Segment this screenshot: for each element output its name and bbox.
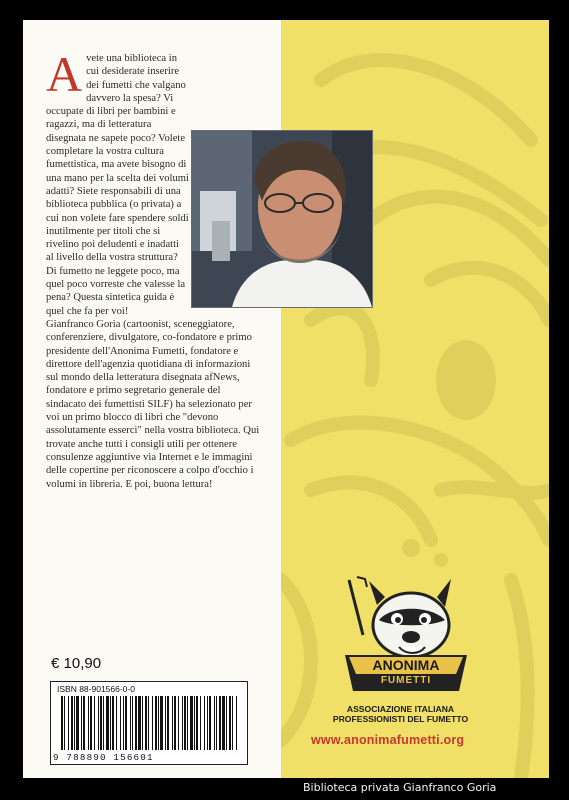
price-label: € 10,90 xyxy=(51,655,102,672)
association-name: ASSOCIAZIONE ITALIANA PROFESSIONISTI DEL FUMETTO xyxy=(332,704,469,724)
book-back-cover xyxy=(23,20,549,778)
logo-title: ANONIMA xyxy=(372,657,440,673)
website-url[interactable]: www.anonimafumetti.org xyxy=(311,733,465,747)
intro-paragraph: vete una biblioteca in cui desiderate inserire dei fumetti che valgano davvero la spesa? Vi occupate di libri per bambini e ragazzi, ma di letteratura disegnata ne sapete poco? Volete completare la vostra cultura fumettistica, ma avete bisogno di una mano per la scelta dei volumi adatti? Siete responsabili di una biblioteca pubblica (o privata) a cui non volete fare spendere soldi inutilmente per titoli che si rivelino poi deludenti e inadatti al livello della vostra struttura? Di fumetto ne leggete poco, ma quel poco vorreste che valesse la pena? Questa sintetica guida è quel che fa per voi! xyxy=(46,53,189,317)
barcode-bars xyxy=(59,696,245,750)
library-caption: Biblioteca privata Gianfranco Goria xyxy=(303,781,497,794)
anonima-fumetti-logo xyxy=(341,575,471,695)
logo-subtitle: FUMETTI xyxy=(380,675,432,686)
author-photo xyxy=(191,130,373,308)
isbn-label: ISBN 88-901566-0-0 xyxy=(57,684,135,694)
author-paragraph: Gianfranco Goria (cartoonist, sceneggiatore, conferenziere, divulgatore, co-fondatore e primo presidente dell'Anonima Fumetti, fondatore e direttore dell'agenzia quotidiana di informazioni sul mondo della letteratura disegnata afNews, fondatore e primo segretario generale del sindacato dei fumettisti SILF) ha selezionato per voi un primo blocco di libri che "devono assolutamente esserci" nella vostra biblioteca. Qui trovate anche tutti i consigli utili per ottenere consulenze aggiuntive via Internet e le immagini delle copertine per riconoscere a colpo d'occhio i volumi in libreria. E poi, buona lettura! xyxy=(46,318,260,490)
barcode xyxy=(50,681,248,765)
ean-number: 9 788890 156601 xyxy=(53,752,154,763)
dropcap-letter: A xyxy=(46,46,83,102)
